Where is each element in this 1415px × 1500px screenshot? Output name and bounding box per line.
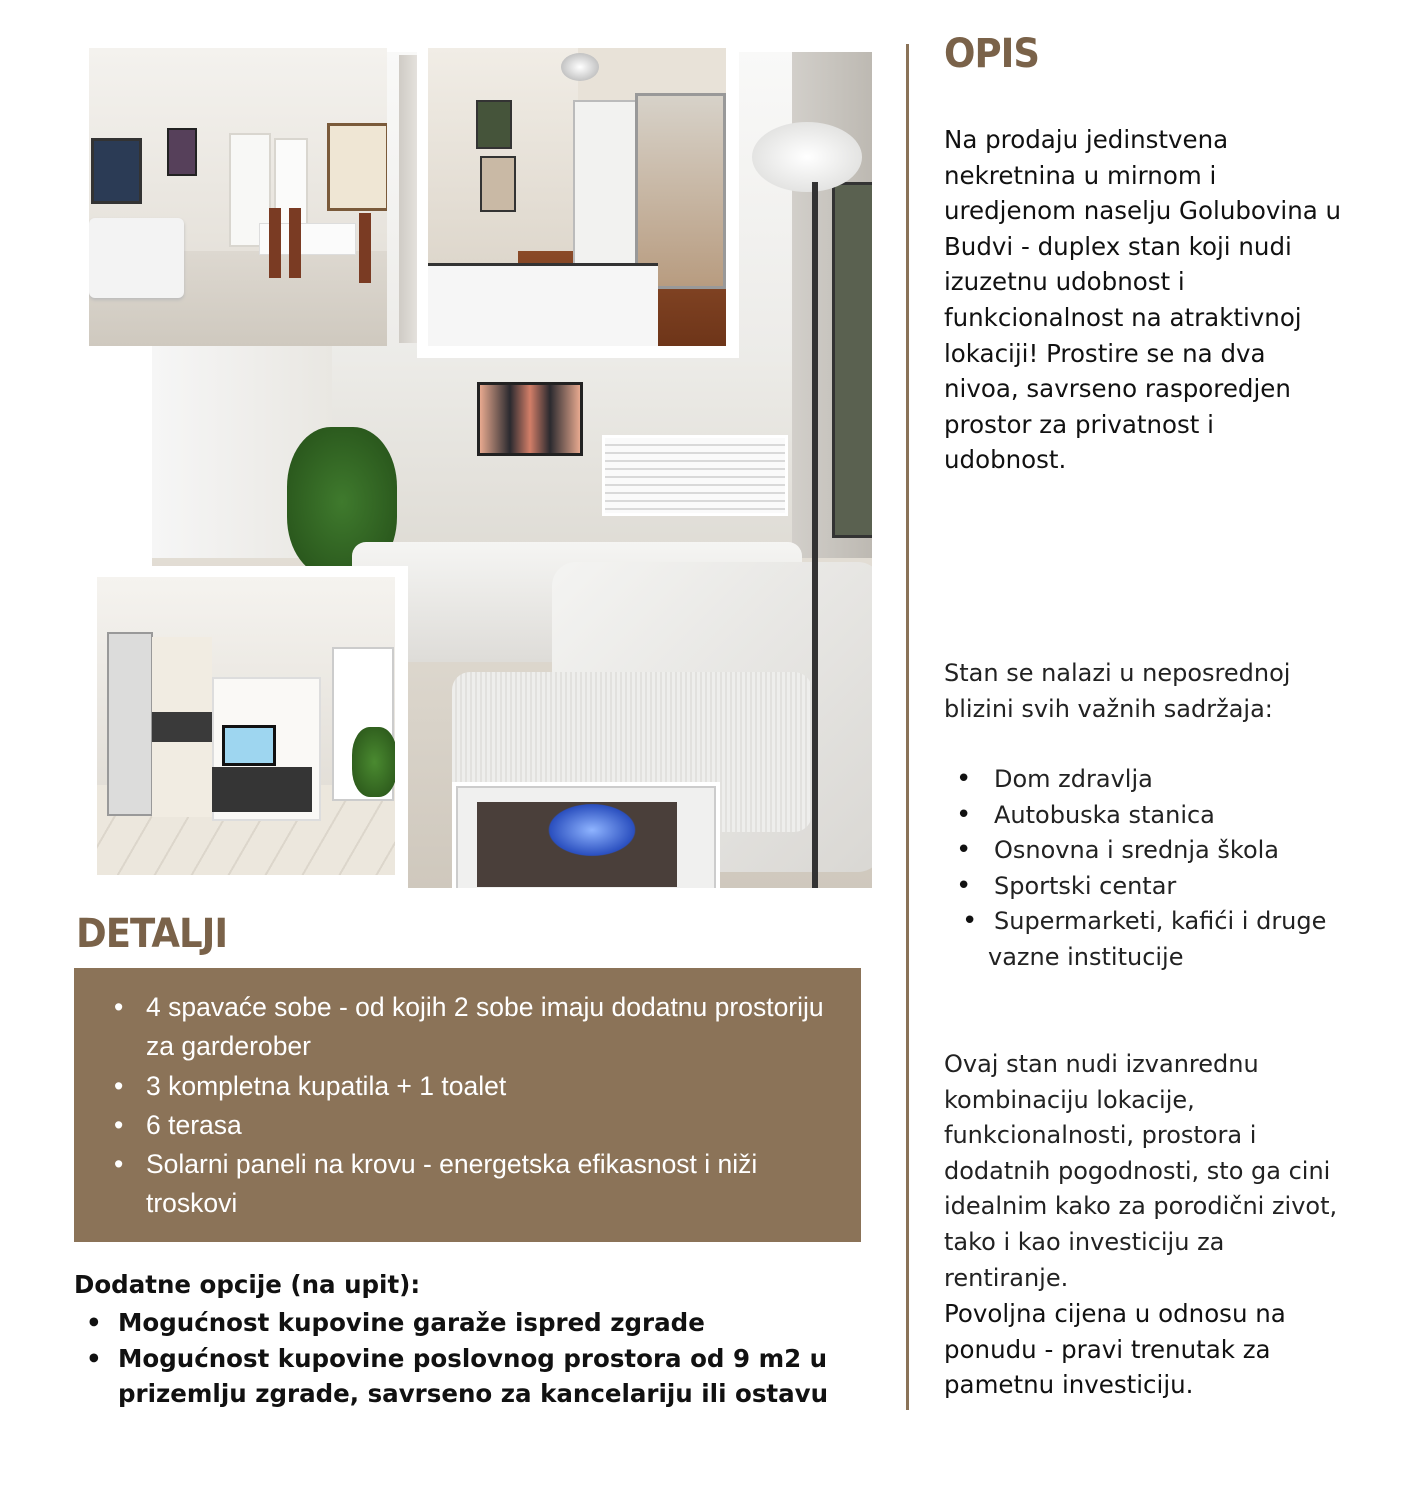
list-item: • Osnovna i srednja škola (956, 833, 1336, 869)
list-item: • 6 terasa (114, 1106, 834, 1145)
bedroom-photo (428, 48, 726, 346)
list-item: • Supermarketi, kafići i druge vazne institucije (956, 904, 1336, 975)
list-item: • Solarni paneli na krovu - energetska efikasnost i niži troskovi (114, 1145, 834, 1224)
amenities-list (956, 762, 1336, 976)
list-item: • Mogućnost kupovine garaže ispred zgrade (86, 1305, 886, 1341)
details-list (114, 988, 834, 1224)
tv-room-photo (97, 577, 395, 875)
closing-paragraph: Ovaj stan nudi izvanrednu kombinaciju lokacije, funkcionalnosti, prostora i dodatnih pogodnosti, sto ga cini idealnim kako za porodični zivot, tako i kao investiciju za rentiranje. (944, 1050, 1338, 1292)
opis-description: Na prodaju jedinstvena nekretnina u mirnom i uredjenom naselju Golubovina u Budvi - duplex stan koji nudi izuzetnu udobnost i funkcionalnost na atraktivnoj lokaciji! Prostire se na dva nivoa, savrseno rasporedjen prostor za privatnost i udobnost. (944, 125, 1342, 475)
column-divider (906, 44, 909, 1410)
list-item: • Sportski centar (956, 869, 1336, 905)
details-box (74, 968, 861, 1242)
list-item: • 4 spavaće sobe - od kojih 2 sobe imaju dodatnu prostoriju za garderober (114, 988, 834, 1067)
list-item: • Autobuska stanica (956, 798, 1336, 834)
extras-heading: Dodatne opcije (na upit): (74, 1270, 421, 1299)
closing-callout: Povoljna cijena u odnosu na ponudu - pravi trenutak za pametnu investiciju. (944, 1299, 1286, 1400)
list-item: • Mogućnost kupovine poslovnog prostora od 9 m2 u prizemlju zgrade, savrseno za kancelariju ili ostavu (86, 1341, 886, 1412)
opis-heading: OPIS (944, 30, 1039, 77)
detalji-heading: DETALJI (76, 910, 228, 957)
extras-list (86, 1305, 886, 1412)
living-dining-photo (89, 48, 387, 346)
list-item: • 3 kompletna kupatila + 1 toalet (114, 1067, 834, 1106)
photo-strip (399, 55, 417, 343)
location-intro: Stan se nalazi u neposrednoj blizini svih važnih sadržaja: (944, 659, 1291, 723)
list-item: • Dom zdravlja (956, 762, 1336, 798)
